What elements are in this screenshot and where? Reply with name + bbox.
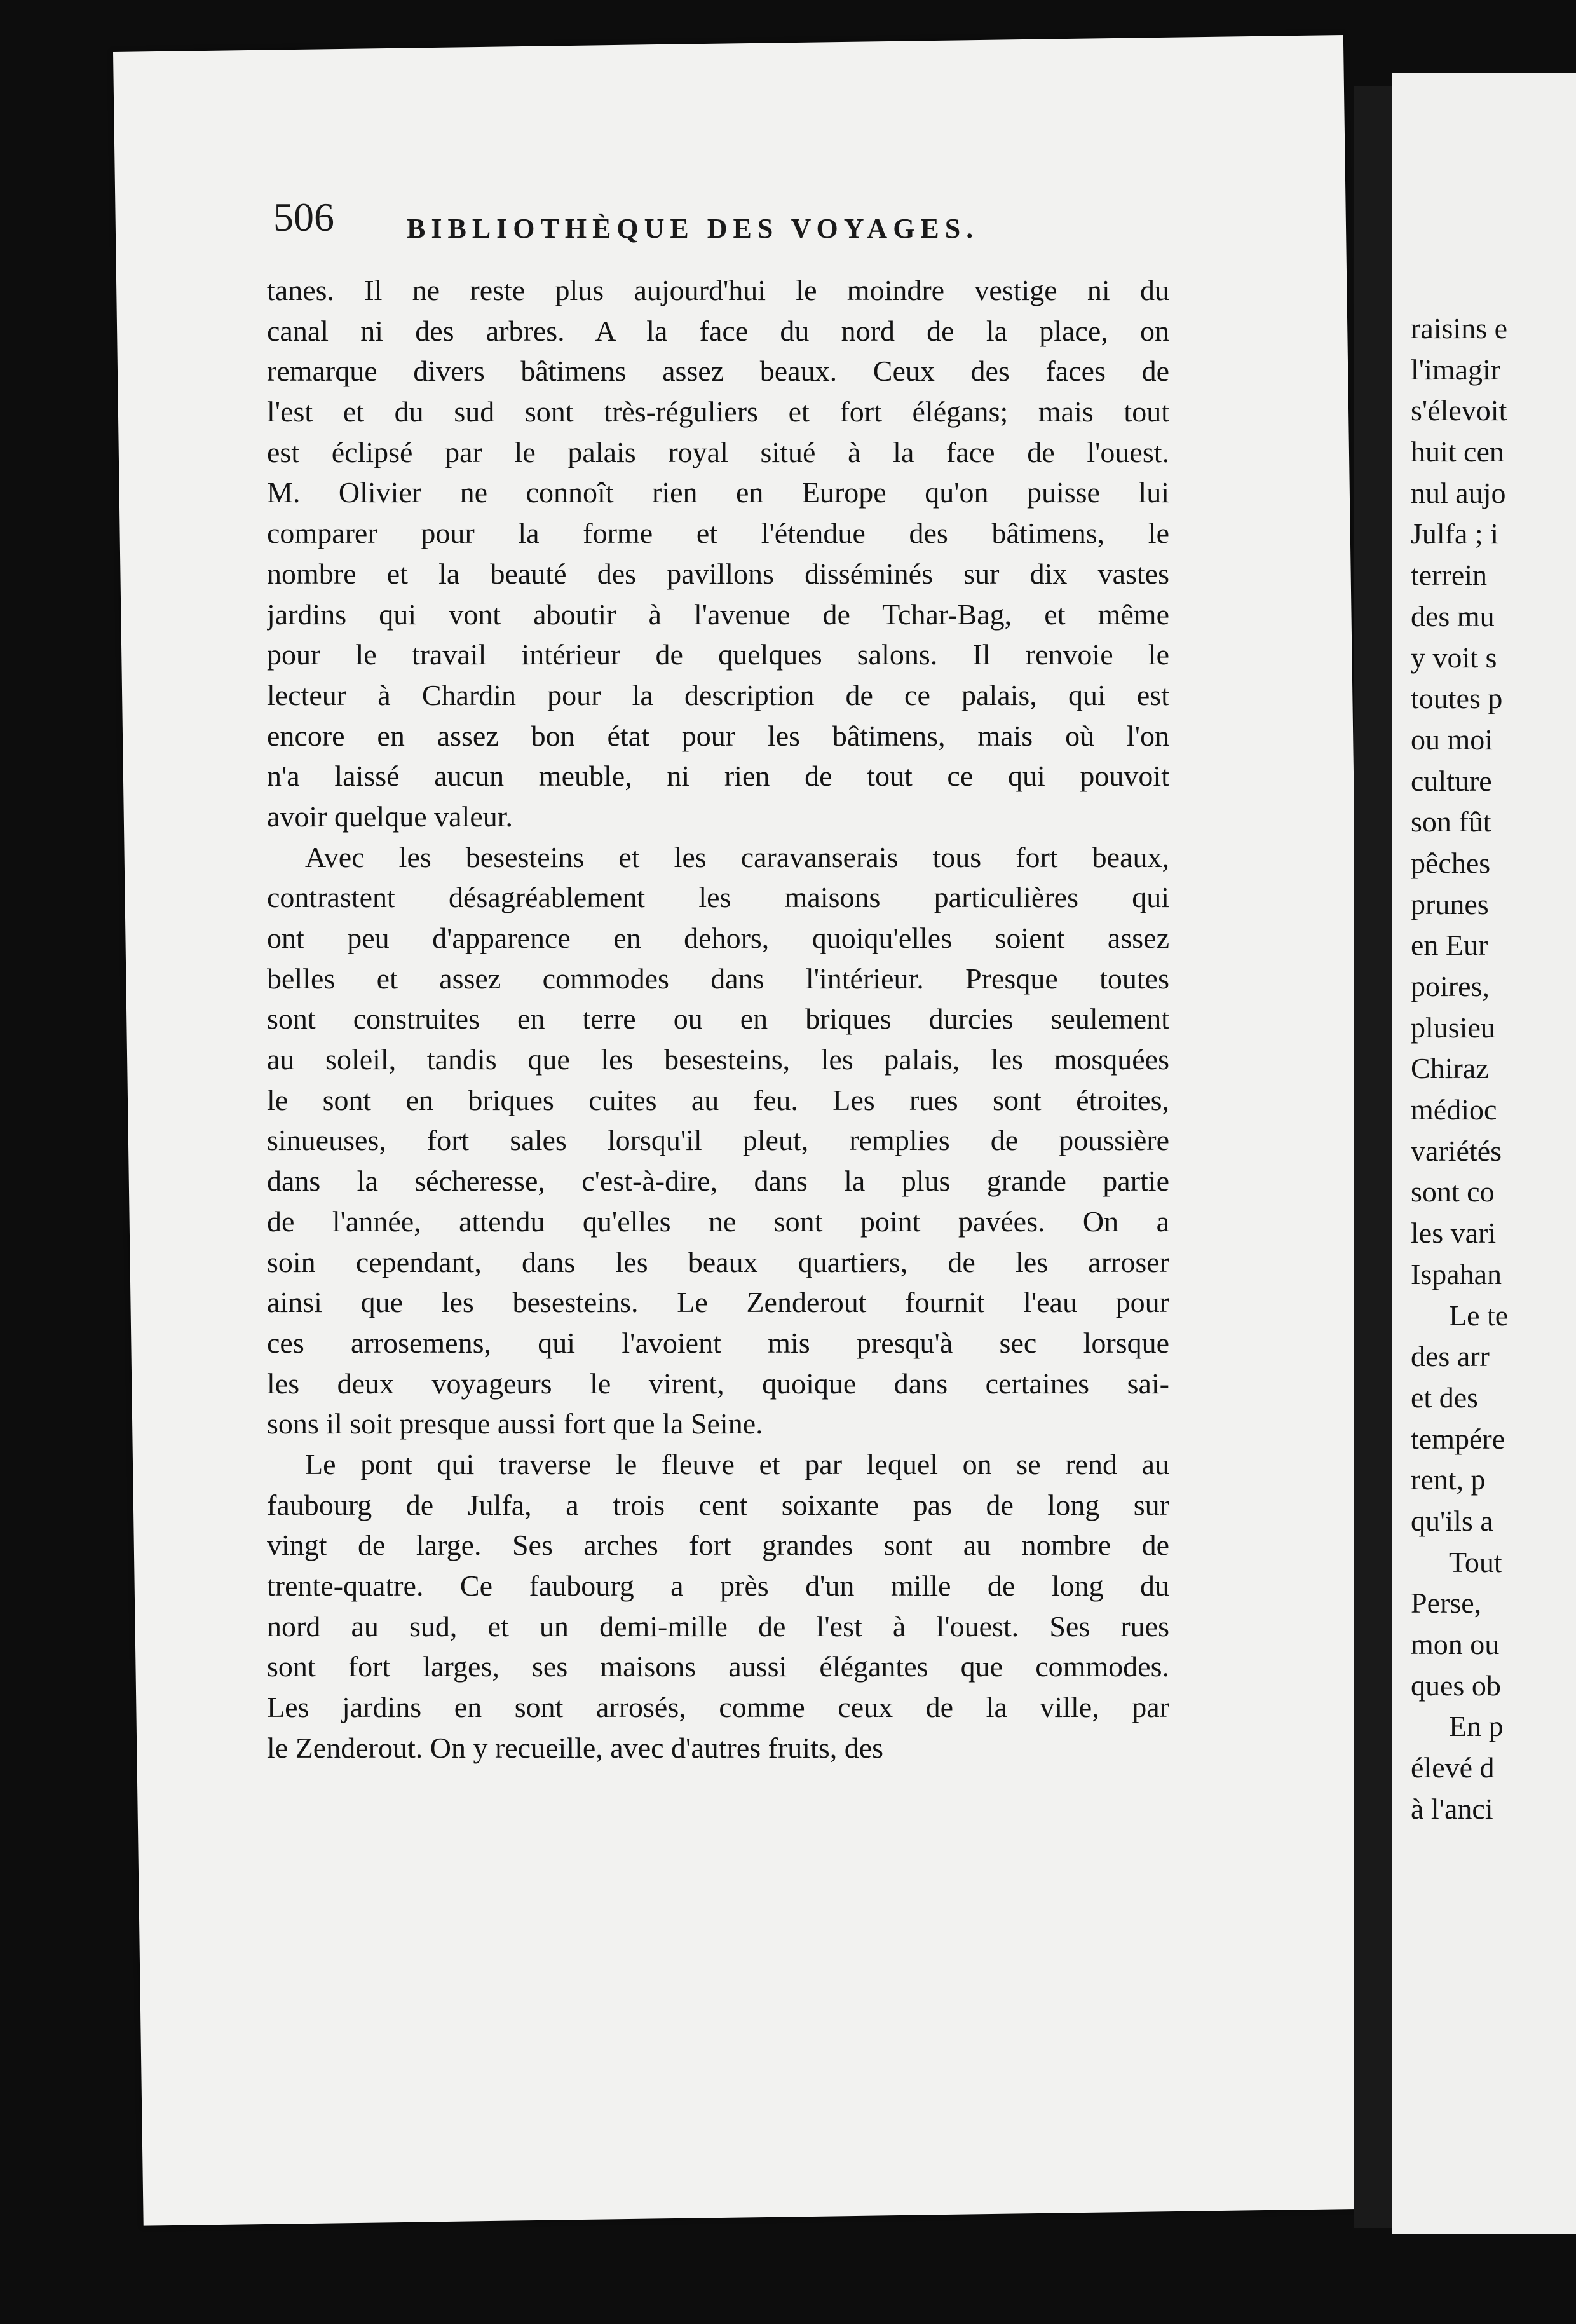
right-text-line: raisins e <box>1411 312 1508 345</box>
right-text-line: sont co <box>1411 1175 1495 1208</box>
page-header <box>273 179 1163 256</box>
right-text-line: huit cen <box>1411 435 1504 468</box>
text-line: ces arrosemens, qui l'avoient mis presqu'à sec lorsque <box>267 1326 1169 1359</box>
right-text-line: poires, <box>1411 970 1490 1002</box>
right-text-line: Ispahan <box>1411 1257 1502 1290</box>
text-line: est éclipsé par le palais royal situé à la face de l'ouest. <box>267 435 1169 468</box>
right-text-line: Chiraz <box>1411 1052 1489 1085</box>
text-line: sons il soit presque aussi fort que la Seine. <box>267 1407 763 1440</box>
right-text-line: son fût <box>1411 805 1491 838</box>
text-line: au soleil, tandis que les besesteins, les palais, les mosquées <box>267 1043 1169 1076</box>
right-text-line: plusieu <box>1411 1011 1495 1044</box>
text-line: ont peu d'apparence en dehors, quoiqu'elles soient assez <box>267 922 1169 954</box>
text-line: ainsi que les besesteins. Le Zenderout fournit l'eau pour <box>267 1286 1169 1319</box>
text-line: l'est et du sud sont très-réguliers et fort élégans; mais tout <box>267 395 1169 428</box>
right-text-line: prunes <box>1411 887 1489 920</box>
right-text-line: des arr <box>1411 1340 1490 1373</box>
text-line: trente-quatre. Ce faubourg a près d'un mille de long du <box>267 1569 1169 1602</box>
right-text-line: toutes p <box>1411 682 1503 715</box>
right-text-line: s'élevoit <box>1411 394 1507 427</box>
book-gutter <box>1354 86 1392 2228</box>
right-text-line: culture <box>1411 764 1492 797</box>
text-line: sinueuses, fort sales lorsqu'il pleut, remplies de poussière <box>267 1124 1169 1157</box>
text-line: sont construites en terre ou en briques durcies seulement <box>267 1002 1169 1036</box>
running-title: BIBLIOTHÈQUE DES VOYAGES. <box>407 213 979 244</box>
right-text-line: ques ob <box>1411 1669 1501 1702</box>
right-text-line: des mu <box>1411 599 1495 632</box>
text-line: Les jardins en sont arrosés, comme ceux de la ville, par <box>267 1691 1169 1724</box>
text-line: sont fort larges, ses maisons aussi élégantes que commodes. <box>267 1650 1169 1683</box>
right-text-line: Tout <box>1449 1545 1502 1578</box>
right-text-line: En p <box>1449 1710 1504 1743</box>
right-text-line: et des <box>1411 1381 1479 1414</box>
right-text-line: nul aujo <box>1411 476 1506 509</box>
text-line: nombre et la beauté des pavillons disséminés sur dix vastes <box>267 557 1169 590</box>
text-line: faubourg de Julfa, a trois cent soixante pas de long sur <box>267 1488 1169 1521</box>
text-line: contrastent désagréablement les maisons particulières qui <box>267 881 1169 914</box>
page-number: 506 <box>273 195 334 240</box>
right-text-line: l'imagir <box>1411 353 1501 386</box>
right-text-line: les vari <box>1411 1217 1497 1250</box>
text-line: lecteur à Chardin pour la description de ce palais, qui est <box>267 678 1169 711</box>
right-text-line: pêches <box>1411 846 1491 879</box>
right-page-text <box>1411 308 1508 1829</box>
text-line: le Zenderout. On y recueille, avec d'autres fruits, des <box>267 1731 884 1764</box>
text-line: vingt de large. Ses arches fort grandes sont au nombre de <box>267 1529 1169 1562</box>
right-page <box>1392 73 1576 2234</box>
right-text-line: terrein <box>1411 559 1488 592</box>
text-line: comparer pour la forme et l'étendue des bâtimens, le <box>267 517 1169 550</box>
text-line: belles et assez commodes dans l'intérieur. Presque toutes <box>267 962 1169 995</box>
text-line: pour le travail intérieur de quelques salons. Il renvoie le <box>267 638 1169 671</box>
text-line: canal ni des arbres. A la face du nord de la place, on <box>267 314 1169 347</box>
text-line: M. Olivier ne connoît rien en Europe qu'on puisse lui <box>267 476 1169 509</box>
right-text-line: y voit s <box>1411 641 1497 674</box>
right-text-line: ou moi <box>1411 723 1493 756</box>
text-line: les deux voyageurs le virent, quoique dans certaines sai- <box>267 1367 1169 1400</box>
right-text-line: à l'anci <box>1411 1792 1493 1825</box>
right-text-line: Julfa ; i <box>1411 517 1498 550</box>
text-line: soin cependant, dans les beaux quartiers, de les arroser <box>267 1245 1169 1278</box>
right-text-line: rent, p <box>1411 1463 1486 1496</box>
text-line: nord au sud, et un demi-mille de l'est à l'ouest. Ses rues <box>267 1610 1169 1643</box>
text-line: Avec les besesteins et les caravanserais tous fort beaux, <box>305 840 1169 873</box>
right-text-line: médioc <box>1411 1093 1497 1126</box>
body-text <box>267 270 1169 1768</box>
text-line: jardins qui vont aboutir à l'avenue de Tchar-Bag, et même <box>267 598 1169 631</box>
right-text-line: Perse, <box>1411 1587 1482 1620</box>
right-text-line: Le te <box>1449 1299 1509 1332</box>
text-line: Le pont qui traverse le fleuve et par lequel on se rend au <box>305 1447 1169 1480</box>
text-line: remarque divers bâtimens assez beaux. Ceux des faces de <box>267 355 1169 388</box>
text-line: encore en assez bon état pour les bâtimens, mais où l'on <box>267 719 1169 752</box>
text-line: de l'année, attendu qu'elles ne sont point pavées. On a <box>267 1205 1169 1238</box>
text-line: n'a laissé aucun meuble, ni rien de tout ce qui pouvoit <box>267 760 1169 793</box>
right-text-line: qu'ils a <box>1411 1504 1493 1537</box>
right-text-line: variétés <box>1411 1134 1502 1167</box>
text-line: le sont en briques cuites au feu. Les rues sont étroites, <box>267 1083 1169 1116</box>
right-text-line: en Eur <box>1411 929 1488 962</box>
text-line: tanes. Il ne reste plus aujourd'hui le moindre vestige ni du <box>267 274 1169 306</box>
right-text-line: tempére <box>1411 1422 1505 1455</box>
right-text-line: mon ou <box>1411 1628 1500 1660</box>
right-text-line: élevé d <box>1411 1751 1495 1784</box>
text-line: avoir quelque valeur. <box>267 800 513 833</box>
text-line: dans la sécheresse, c'est-à-dire, dans la plus grande partie <box>267 1165 1169 1198</box>
